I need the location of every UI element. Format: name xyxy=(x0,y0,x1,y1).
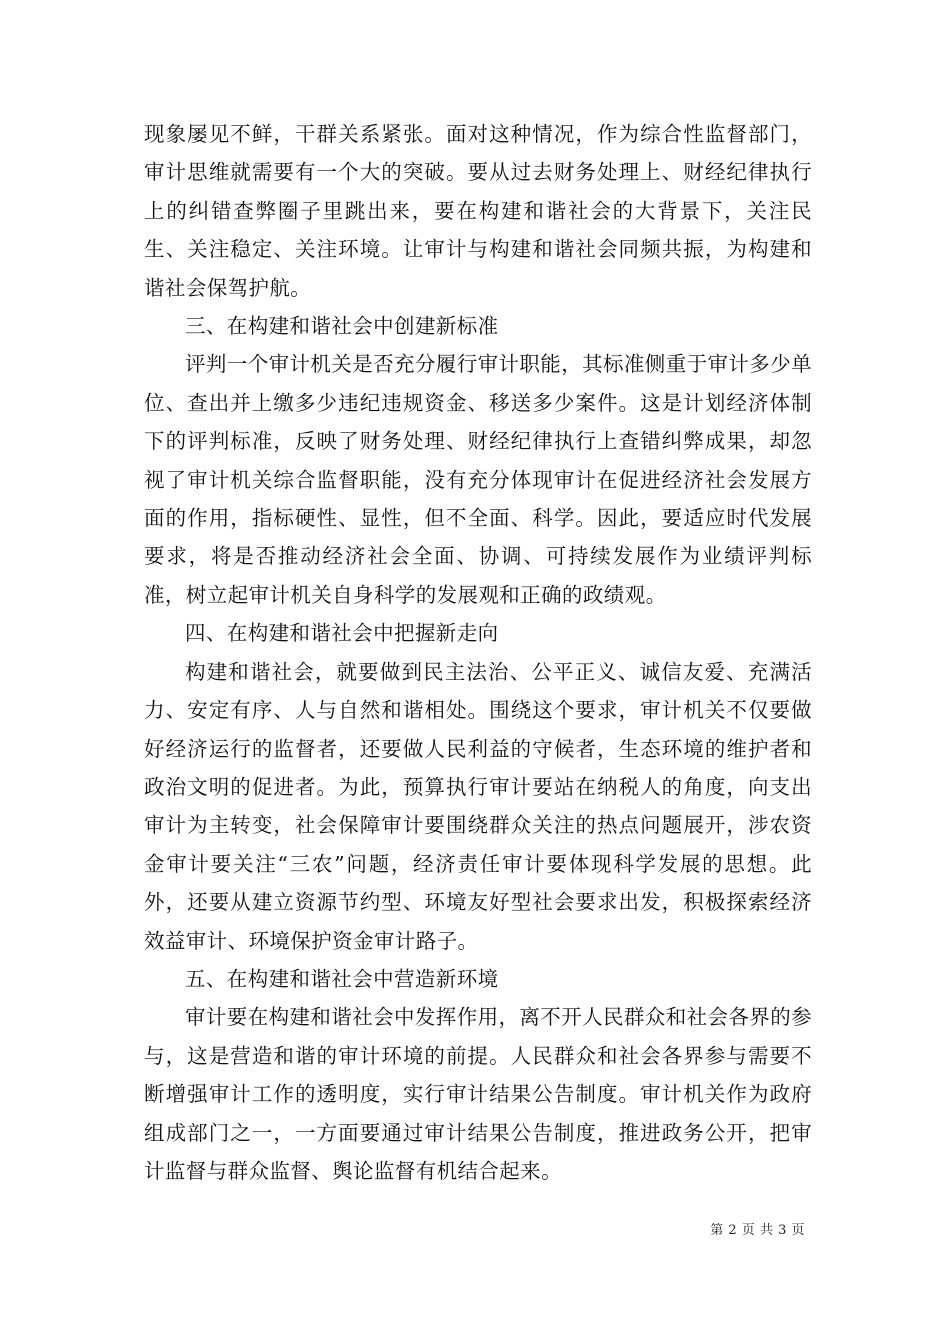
paragraph-section-4: 构建和谐社会，就要做到民主法治、公平正义、诚信友爱、充满活力、安定有序、人与自然和谐相处。围绕这个要求，审计机关不仅要做好经济运行的监督者，还要做人民利益的守候者，生态环境的维护者和政治文明的促进者。为此，预算执行审计要站在纳税人的角度，向支出审计为主转变，社会保障审计要围绕群众关注的热点问题展开，涉农资金审计要关注“三农”问题，经济责任审计要体现科学发展的思想。此外，还要从建立资源节约型、环境友好型社会要求出发，积极探索经济效益审计、环境保护资金审计路子。 xyxy=(144,659,812,953)
section-heading-3: 三、在构建和谐社会中创建新标准 xyxy=(185,314,499,339)
section-heading-5: 五、在构建和谐社会中营造新环境 xyxy=(185,966,499,991)
paragraph-section-5: 审计要在构建和谐社会中发挥作用，离不开人民群众和社会各界的参与，这是营造和谐的审计环境的前提。人民群众和社会各界参与需要不断增强审计工作的透明度，实行审计结果公告制度。审计机关作为政府组成部门之一，一方面要通过审计结果公告制度，推进政务公开，把审计监督与群众监督、舆论监督有机结合起来。 xyxy=(144,1005,812,1183)
paragraph-intro: 现象屡见不鲜，干群关系紧张。面对这种情况，作为综合性监督部门，审计思维就需要有一个大的突破。要从过去财务处理上、财经纪律执行上的纠错查弊圈子里跳出来，要在构建和谐社会的大背景下，关注民生、关注稳定、关注环境。让审计与构建和谐社会同频共振，为构建和谐社会保驾护航。 xyxy=(144,122,812,300)
document-body xyxy=(144,115,812,1190)
section-heading-4: 四、在构建和谐社会中把握新走向 xyxy=(185,621,499,646)
page-number-footer: 第 2 页 共 3 页 xyxy=(710,1223,805,1238)
paragraph-section-3: 评判一个审计机关是否充分履行审计职能，其标准侧重于审计多少单位、查出并上缴多少违纪违规资金、移送多少案件。这是计划经济体制下的评判标准，反映了财务处理、财经纪律执行上查错纠弊成果，却忽视了审计机关综合监督职能，没有充分体现审计在促进经济社会发展方面的作用，指标硬性、显性，但不全面、科学。因此，要适应时代发展要求，将是否推动经济社会全面、协调、可持续发展作为业绩评判标准，树立起审计机关自身科学的发展观和正确的政绩观。 xyxy=(144,352,812,607)
